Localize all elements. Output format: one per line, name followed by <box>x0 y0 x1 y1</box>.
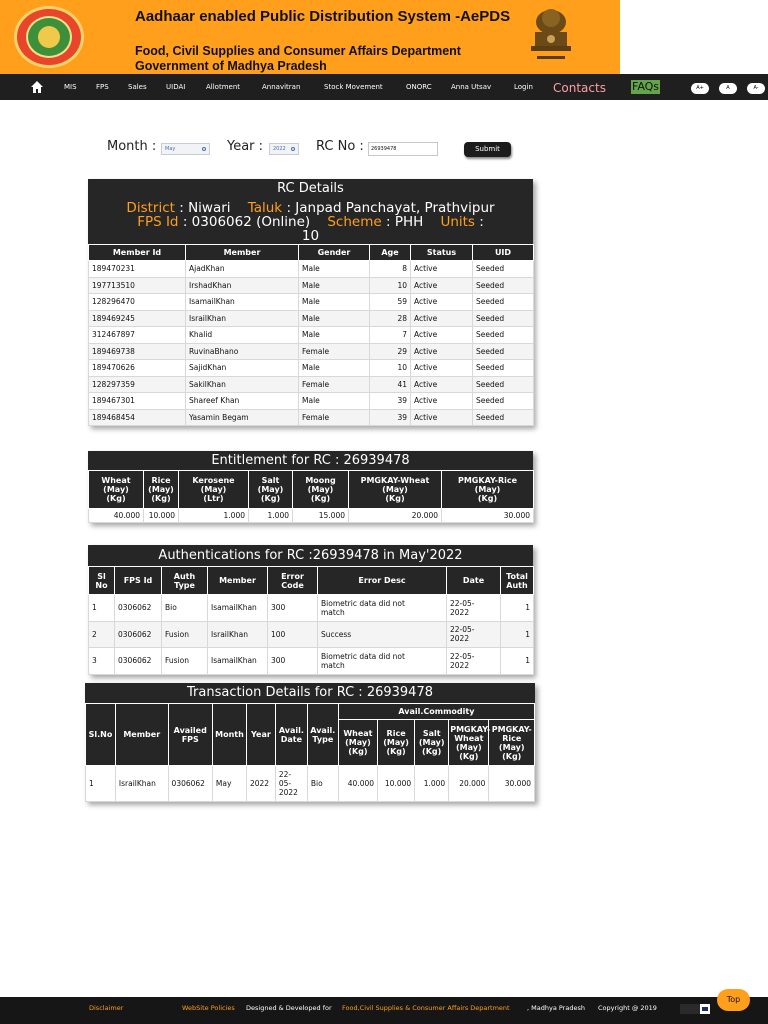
column-header: Member Id <box>89 245 186 261</box>
table-cell: May <box>212 766 246 802</box>
nav-allotment[interactable]: Allotment <box>206 83 241 91</box>
table-cell: Khalid <box>186 327 299 344</box>
table-cell: 10 <box>370 277 411 294</box>
table-row <box>89 261 534 278</box>
table-cell: 189467301 <box>89 393 186 410</box>
column-header-line: Year <box>251 730 271 739</box>
table-cell: 0306062 <box>168 766 212 802</box>
table-cell: 189470231 <box>89 261 186 278</box>
fps-key: FPS Id <box>137 214 179 230</box>
table-cell: IsamailKhan <box>186 294 299 311</box>
column-header-line: Salt <box>261 476 280 485</box>
column-header <box>275 704 307 766</box>
table-row <box>89 648 534 675</box>
column-header-line: (May) <box>103 485 129 494</box>
column-header <box>349 471 442 509</box>
authentications-panel <box>88 545 533 675</box>
column-header-line: (Kg) <box>477 494 498 503</box>
table-cell: 10.000 <box>144 509 179 523</box>
table-cell <box>318 595 447 622</box>
column-header-line: Member <box>219 576 256 585</box>
column-header-line: (Ltr) <box>203 494 224 503</box>
colon: : <box>179 200 184 216</box>
column-header-line: Salt <box>422 729 441 738</box>
table-cell: Male <box>299 393 370 410</box>
table-cell: 30.000 <box>489 766 535 802</box>
column-header-line: (May) <box>474 485 501 494</box>
column-header <box>208 567 268 595</box>
table-cell: 1 <box>501 648 534 675</box>
column-header-line: (Kg) <box>422 747 442 756</box>
table-cell: Active <box>411 393 473 410</box>
column-header <box>144 471 179 509</box>
table-cell: 128296470 <box>89 294 186 311</box>
members-table <box>88 244 534 426</box>
table-cell: 41 <box>370 376 411 393</box>
table-cell: 189469245 <box>89 310 186 327</box>
column-header <box>162 567 208 595</box>
column-header-line: (May) <box>307 485 334 494</box>
column-header <box>168 704 212 766</box>
district-key: District <box>126 200 175 216</box>
transactions-panel <box>85 683 535 802</box>
table-cell: SajidKhan <box>186 360 299 377</box>
table-cell: Seeded <box>473 294 534 311</box>
nav-faqs[interactable]: FAQs <box>632 80 660 93</box>
table-cell: 29 <box>370 343 411 360</box>
column-header <box>86 704 116 766</box>
column-header-line: (Kg) <box>151 494 171 503</box>
table-cell: 2022 <box>246 766 275 802</box>
column-header-line: FPS Id <box>123 576 153 585</box>
site-footer <box>0 997 768 1024</box>
column-header <box>246 704 275 766</box>
column-header <box>268 567 318 595</box>
column-group-header: Avail.Commodity <box>338 704 534 720</box>
column-header-line: (Kg) <box>386 747 406 756</box>
table-cell: Male <box>299 360 370 377</box>
column-header-line: (Kg) <box>459 751 479 761</box>
column-header-line: (May) <box>382 485 408 494</box>
column-header-line: (May) <box>200 485 227 494</box>
header-blank <box>620 0 768 74</box>
table-cell: 10.000 <box>378 766 415 802</box>
site-title: Aadhaar enabled Public Distribution System -AePDS <box>135 8 511 25</box>
column-header <box>212 704 246 766</box>
column-header <box>338 720 377 766</box>
column-header-line: Total <box>506 571 528 581</box>
table-cell: 0306062 <box>115 595 162 622</box>
column-header <box>501 567 534 595</box>
column-header-line: (Kg) <box>106 494 126 503</box>
table-cell: Seeded <box>473 343 534 360</box>
table-cell: Seeded <box>473 409 534 426</box>
district-value: Niwari <box>188 200 231 216</box>
table-cell: 7 <box>370 327 411 344</box>
column-header-line: Sl.No <box>88 730 113 739</box>
rc-details-panel <box>88 179 533 426</box>
column-header <box>89 567 115 595</box>
entitlement-title: Entitlement for RC : 26939478 <box>88 451 533 470</box>
table-row <box>89 376 534 393</box>
table-cell: SakilKhan <box>186 376 299 393</box>
column-header-line: Wheat <box>101 476 131 485</box>
table-cell: Seeded <box>473 277 534 294</box>
department-name <box>135 44 461 74</box>
column-header-line: Avail. <box>278 725 304 735</box>
column-header <box>89 471 144 509</box>
rc-no-label: RC No : <box>316 139 364 154</box>
table-cell-line: 22-05- <box>450 598 475 608</box>
table-cell: 1 <box>501 621 534 648</box>
table-cell: Male <box>299 327 370 344</box>
back-to-top-button[interactable]: Top <box>717 989 750 1011</box>
year-label: Year : <box>227 139 264 154</box>
column-header-line: (May) <box>418 738 445 747</box>
table-cell-line: 2022 <box>450 660 470 670</box>
column-header <box>447 567 501 595</box>
table-row <box>89 327 534 344</box>
table-cell: 28 <box>370 310 411 327</box>
column-header: Member <box>186 245 299 261</box>
rc-no-input[interactable]: 26939478 <box>368 142 438 156</box>
font-normal-button[interactable]: A <box>719 83 737 94</box>
table-cell: 0306062 <box>115 648 162 675</box>
colon: : <box>286 200 291 216</box>
column-header <box>442 471 534 509</box>
table-cell: 2 <box>89 621 115 648</box>
table-cell: 312467897 <box>89 327 186 344</box>
designed-text: Designed & Developed for <box>246 1004 332 1012</box>
department-line: Food, Civil Supplies and Consumer Affairs Department <box>135 44 461 58</box>
column-header <box>449 720 489 766</box>
table-cell: Active <box>411 310 473 327</box>
table-cell: Female <box>299 409 370 426</box>
table-cell: Active <box>411 376 473 393</box>
table-cell: Active <box>411 294 473 311</box>
column-header-line: PMGKAY- <box>450 724 491 734</box>
column-header: Age <box>370 245 411 261</box>
table-row <box>89 294 534 311</box>
taluk-value: Janpad Panchayat, Prathvipur <box>295 200 495 216</box>
table-cell-line: 22-05- <box>450 625 475 635</box>
column-header-line: (Kg) <box>385 494 405 503</box>
table-cell: Seeded <box>473 360 534 377</box>
table-cell <box>275 766 307 802</box>
column-header-line: (Kg) <box>502 751 522 761</box>
table-cell: 128297359 <box>89 376 186 393</box>
table-cell: 8 <box>370 261 411 278</box>
table-cell: 3 <box>89 648 115 675</box>
submit-button[interactable]: Submit <box>464 142 511 157</box>
column-header <box>307 704 338 766</box>
font-increase-button[interactable]: A+ <box>691 83 709 94</box>
column-header-line: Month <box>215 730 244 739</box>
nav-stock-movement[interactable]: Stock Movement <box>324 83 383 91</box>
table-cell: Male <box>299 294 370 311</box>
year-select[interactable] <box>269 143 299 155</box>
column-header-line: Member <box>123 730 161 739</box>
table-cell: 189469738 <box>89 343 186 360</box>
website-policies-link[interactable]: WebSite Policies <box>182 1004 235 1012</box>
column-header-line: Wheat <box>343 729 373 738</box>
column-header <box>378 720 415 766</box>
table-cell: Active <box>411 343 473 360</box>
table-cell: Shareef Khan <box>186 393 299 410</box>
column-header-line: Code <box>281 580 304 590</box>
table-cell <box>447 648 501 675</box>
table-cell-line: 22- <box>278 770 292 779</box>
column-header-line: (Kg) <box>260 494 281 503</box>
table-row <box>89 621 534 648</box>
table-cell: 1.000 <box>249 509 293 523</box>
table-cell: Seeded <box>473 393 534 410</box>
month-select-value: May <box>165 146 176 152</box>
table-cell-line: 2022 <box>450 607 470 617</box>
copyright-text: Copyright @ 2019 <box>598 1004 657 1012</box>
table-cell-line: 22-05- <box>450 651 475 661</box>
table-cell: Male <box>299 310 370 327</box>
table-row <box>89 360 534 377</box>
table-cell <box>447 595 501 622</box>
government-line: Government of Madhya Pradesh <box>135 59 327 73</box>
column-header-line: Error Desc <box>358 576 406 585</box>
units-value: 10 <box>301 228 320 244</box>
main-nav <box>0 74 768 100</box>
column-header <box>489 720 535 766</box>
authentications-title: Authentications for RC :26939478 in May'2022 <box>88 545 533 566</box>
column-header-line: Wheat <box>454 733 484 743</box>
table-cell: Active <box>411 360 473 377</box>
table-cell: Yasamin Begam <box>186 409 299 426</box>
table-cell: 1 <box>501 595 534 622</box>
column-header <box>115 567 162 595</box>
column-header-line: Rice <box>502 733 522 743</box>
disclaimer-link[interactable]: Disclaimer <box>89 1004 124 1012</box>
column-header-line: (Kg) <box>310 494 331 503</box>
nav-annavitran[interactable]: Annavitran <box>262 83 301 91</box>
column-header: Status <box>411 245 473 261</box>
column-header-line: (May) <box>257 485 284 494</box>
table-cell: Seeded <box>473 327 534 344</box>
home-icon[interactable] <box>30 80 44 94</box>
column-header-line: PMGKAY-Wheat <box>360 476 430 485</box>
chevron-down-icon <box>202 147 206 151</box>
column-header-line: (May) <box>383 738 409 747</box>
table-cell: 1.000 <box>415 766 449 802</box>
column-header-line: Rice <box>386 729 406 738</box>
taluk-key: Taluk <box>247 200 283 216</box>
table-row <box>89 409 534 426</box>
month-select[interactable] <box>161 143 210 155</box>
column-header-line: Type <box>312 734 334 744</box>
table-cell: Active <box>411 277 473 294</box>
chevron-down-icon <box>291 147 295 151</box>
table-cell: Fusion <box>162 621 208 648</box>
table-cell: Fusion <box>162 648 208 675</box>
table-cell: 300 <box>268 648 318 675</box>
table-cell <box>447 621 501 648</box>
department-link[interactable]: Food,Civil Supplies & Consumer Affairs Department <box>342 1004 510 1012</box>
table-cell: Active <box>411 409 473 426</box>
column-header-line: (May) <box>456 742 482 752</box>
column-header-line: Sl <box>97 571 106 581</box>
transactions-title: Transaction Details for RC : 26939478 <box>85 683 535 703</box>
month-label: Month : <box>107 139 157 154</box>
units-key: Units <box>440 214 475 230</box>
table-cell: 189468454 <box>89 409 186 426</box>
table-cell: 197713510 <box>89 277 186 294</box>
column-header <box>179 471 249 509</box>
state-text: , Madhya Pradesh <box>527 1004 585 1012</box>
table-row <box>89 393 534 410</box>
table-cell: IsrailKhan <box>115 766 168 802</box>
rc-details-title: RC Details <box>88 179 533 199</box>
national-emblem-icon <box>523 4 579 70</box>
table-row <box>89 595 534 622</box>
table-cell: 39 <box>370 393 411 410</box>
column-header-line: Error <box>281 571 304 581</box>
table-cell: 59 <box>370 294 411 311</box>
table-cell: 100 <box>268 621 318 648</box>
nav-login[interactable]: Login <box>514 83 533 91</box>
year-select-value: 2022 <box>273 146 286 152</box>
scheme-key: Scheme <box>327 214 382 230</box>
table-cell: RuvinaBhano <box>186 343 299 360</box>
table-cell: 300 <box>268 595 318 622</box>
colon: : <box>182 214 188 230</box>
nic-logo-icon <box>680 1001 710 1017</box>
nav-uidai[interactable]: UIDAI <box>166 83 186 91</box>
column-header-line: Auth <box>506 580 528 590</box>
table-cell-line: match <box>321 607 345 617</box>
column-header-line: Type <box>174 580 195 590</box>
table-cell: IsamailKhan <box>208 648 268 675</box>
table-cell: Male <box>299 277 370 294</box>
column-header-line: PMGKAY-Rice <box>457 476 518 485</box>
table-cell <box>318 648 447 675</box>
nav-sales[interactable]: Sales <box>128 83 147 91</box>
site-header <box>0 0 620 74</box>
column-header <box>415 720 449 766</box>
table-cell: Seeded <box>473 376 534 393</box>
table-cell: Seeded <box>473 310 534 327</box>
table-cell-line: match <box>321 660 345 670</box>
table-cell: 1.000 <box>179 509 249 523</box>
rc-info-block <box>88 199 533 244</box>
table-cell: 20.000 <box>349 509 442 523</box>
table-cell: 40.000 <box>89 509 144 523</box>
column-header-line: (May) <box>345 738 371 747</box>
table-cell-line: 2022 <box>450 634 470 644</box>
table-cell: IsrailKhan <box>186 310 299 327</box>
column-header <box>249 471 293 509</box>
column-header <box>293 471 349 509</box>
column-header-line: Date <box>462 576 485 585</box>
table-cell: 1 <box>86 766 116 802</box>
table-cell: 0306062 <box>115 621 162 648</box>
column-header-line: (Kg) <box>348 747 368 756</box>
table-cell: Bio <box>307 766 338 802</box>
table-cell: 15.000 <box>293 509 349 523</box>
font-decrease-button[interactable]: A- <box>747 83 765 94</box>
nav-mis[interactable]: MIS <box>64 83 77 91</box>
column-header: UID <box>473 245 534 261</box>
transactions-table <box>85 703 535 802</box>
table-cell: Male <box>299 261 370 278</box>
column-header-line: Kerosene <box>192 476 235 485</box>
nav-onorc[interactable]: ONORC <box>406 83 432 91</box>
column-header-line: Rice <box>151 476 171 485</box>
table-row <box>89 343 534 360</box>
nav-fps[interactable]: FPS <box>96 83 109 91</box>
entitlement-table <box>88 470 534 523</box>
table-cell: 10 <box>370 360 411 377</box>
table-cell: 20.000 <box>449 766 489 802</box>
colon: : <box>385 214 391 230</box>
table-cell: 40.000 <box>338 766 377 802</box>
colon: : <box>479 214 484 230</box>
authentications-table <box>88 566 534 675</box>
table-cell <box>318 621 447 648</box>
table-cell: IsamailKhan <box>208 595 268 622</box>
column-header-line: Date <box>280 734 302 744</box>
table-cell-line: 05- <box>278 779 292 788</box>
column-header-line: FPS <box>181 734 199 744</box>
column-header-line: (May) <box>498 742 525 752</box>
header-row <box>86 704 535 720</box>
column-header-line: Availed <box>173 725 207 735</box>
column-header-line: Moong <box>305 476 336 485</box>
table-cell-line: Success <box>321 629 352 639</box>
nav-anna-utsav[interactable]: Anna Utsav <box>451 83 492 91</box>
table-cell: Female <box>299 343 370 360</box>
table-cell: Female <box>299 376 370 393</box>
table-row <box>86 766 535 802</box>
table-cell: 30.000 <box>442 509 534 523</box>
column-header-line: Avail. <box>310 725 336 735</box>
table-cell: AjadKhan <box>186 261 299 278</box>
table-cell: Active <box>411 261 473 278</box>
table-row <box>89 277 534 294</box>
mp-state-logo <box>14 6 84 68</box>
entitlement-panel <box>88 451 533 523</box>
table-cell: Bio <box>162 595 208 622</box>
scheme-value: PHH <box>394 214 424 230</box>
table-cell-line: Biometric data did not <box>321 651 405 661</box>
column-header-line: Auth <box>173 571 196 581</box>
table-cell: 39 <box>370 409 411 426</box>
table-cell-line: 2022 <box>278 788 298 797</box>
table-cell: 1 <box>89 595 115 622</box>
table-cell: Active <box>411 327 473 344</box>
table-cell-line: Biometric data did not <box>321 598 405 608</box>
column-header-line: PMGKAY- <box>491 724 532 734</box>
table-cell: Seeded <box>473 261 534 278</box>
table-cell: 189470626 <box>89 360 186 377</box>
nav-contacts[interactable]: Contacts <box>553 81 606 95</box>
column-header: Gender <box>299 245 370 261</box>
column-header <box>318 567 447 595</box>
table-row <box>89 310 534 327</box>
column-header-line: (May) <box>148 485 174 494</box>
table-cell: IsrailKhan <box>208 621 268 648</box>
column-header <box>115 704 168 766</box>
fps-value: 0306062 (Online) <box>191 214 311 230</box>
table-cell: IrshadKhan <box>186 277 299 294</box>
column-header-line: No <box>95 580 108 590</box>
